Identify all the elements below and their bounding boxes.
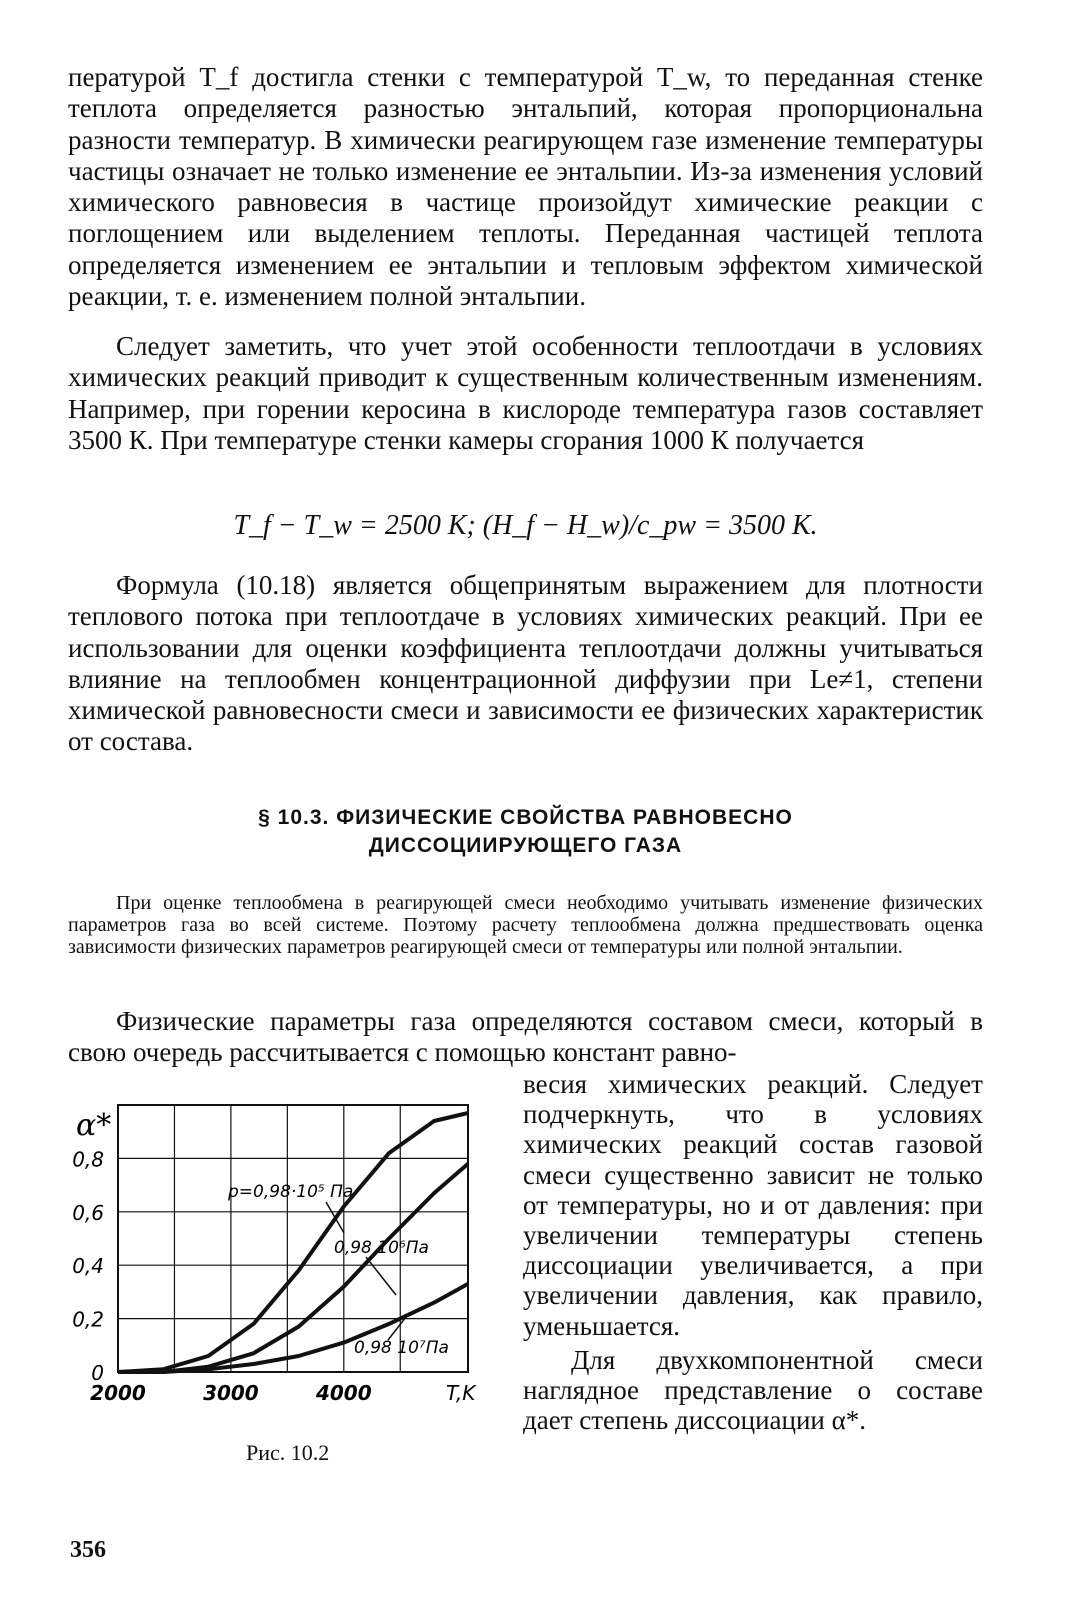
section-abstract: При оценке теплообмена в реагирующей смеси необходимо учитывать изменение физических параметров газа во всей системе. Поэтому расчету теплообмена должна предшествовать оценка зависимости физических параметров реагирующей смеси от температуры или полной энтальпии. xyxy=(68,892,983,958)
x-tick-label: 3000 xyxy=(203,1381,259,1405)
formula: T_f − T_w = 2500 К; (H_f − H_w)/c_pw = 3500 К. xyxy=(233,510,818,541)
paragraph-4-continued: весия химических реакций. Следует подчеркнуть, что в условиях химических реакций состав газовой смеси существенно зависит не только от температуры, но и от давления: при увеличении температуры степень диссоциации увеличивается, а при увеличении давления, как правило, уменьшается. xyxy=(523,1069,983,1341)
paragraph-2 xyxy=(68,331,983,456)
section-heading-line-1: § 10.3. ФИЗИЧЕСКИЕ СВОЙСТВА РАВНОВЕСНО xyxy=(258,806,793,829)
x-tick-label: 4000 xyxy=(315,1381,372,1405)
series-label: 0,98 10⁷Па xyxy=(354,1338,449,1358)
wrapped-text-column xyxy=(523,1069,983,1435)
page-number: 356 xyxy=(70,1537,106,1563)
paragraph-1 xyxy=(68,62,983,312)
figure-caption: Рис. 10.2 xyxy=(246,1440,330,1465)
y-axis-label: α* xyxy=(76,1108,112,1143)
figure-10-2 xyxy=(66,1085,496,1485)
x-tick-label: 2000 xyxy=(90,1381,146,1405)
dissociation-chart xyxy=(66,1085,496,1485)
paragraph-4-intro-text: Физические параметры газа определяются составом смеси, который в свою очередь рассчитывается с помощью констант равно- xyxy=(68,1006,983,1068)
series-leader-line xyxy=(366,1257,396,1295)
y-tick-label: 0,8 xyxy=(72,1147,104,1172)
y-tick-label: 0,6 xyxy=(72,1200,104,1225)
series-label: 0,98 10⁶Па xyxy=(334,1238,429,1258)
series-label: p=0,98·10⁵ Па xyxy=(228,1182,354,1202)
paragraph-3-text: Формула (10.18) является общепринятым выражением для плотности теплового потока при теплоотдаче в условиях химических реакций. При ее использовании для оценки коэффициента теплоотдачи должны учитываться влияние на теплообмен концентрационной диффузии при Le≠1, степени химической равновесности смеси и зависимости ее физических характеристик от состава. xyxy=(68,570,983,757)
y-tick-label: 0,2 xyxy=(72,1307,104,1332)
section-heading xyxy=(68,804,983,860)
paragraph-4-intro xyxy=(68,1006,983,1069)
x-axis-label: T,K xyxy=(446,1381,476,1405)
section-heading-line-2: ДИССОЦИИРУЮЩЕГО ГАЗА xyxy=(368,834,683,857)
y-tick-label: 0 xyxy=(91,1361,104,1385)
y-tick-label: 0,4 xyxy=(72,1254,104,1279)
paragraph-1-text: пературой T_f достигла стенки с температурой T_w, то переданная стенке теплота определяется разностью энтальпий, которая пропорциональна разности температур. В химически реагирующем газе изменение температуры частицы означает не только изменение ее энтальпии. Из-за изменения условий химического равновесия в частице произойдут химические реакции с поглощением или выделением теплоты. Переданная частицей теплота определяется изменением ее энтальпии и тепловым эффектом химической реакции, т. е. изменением полной энтальпии. xyxy=(68,62,983,312)
paragraph-2-text: Следует заметить, что учет этой особенности теплоотдачи в условиях химических реакций приводит к существенным количественным изменениям. Например, при горении керосина в кислороде температура газов составляет 3500 К. При температуре стенки камеры сгорания 1000 К получается xyxy=(68,331,983,455)
paragraph-5: Для двухкомпонентной смеси наглядное представление о составе дает степень диссоциации α*. xyxy=(523,1344,983,1436)
paragraph-3 xyxy=(68,570,983,758)
